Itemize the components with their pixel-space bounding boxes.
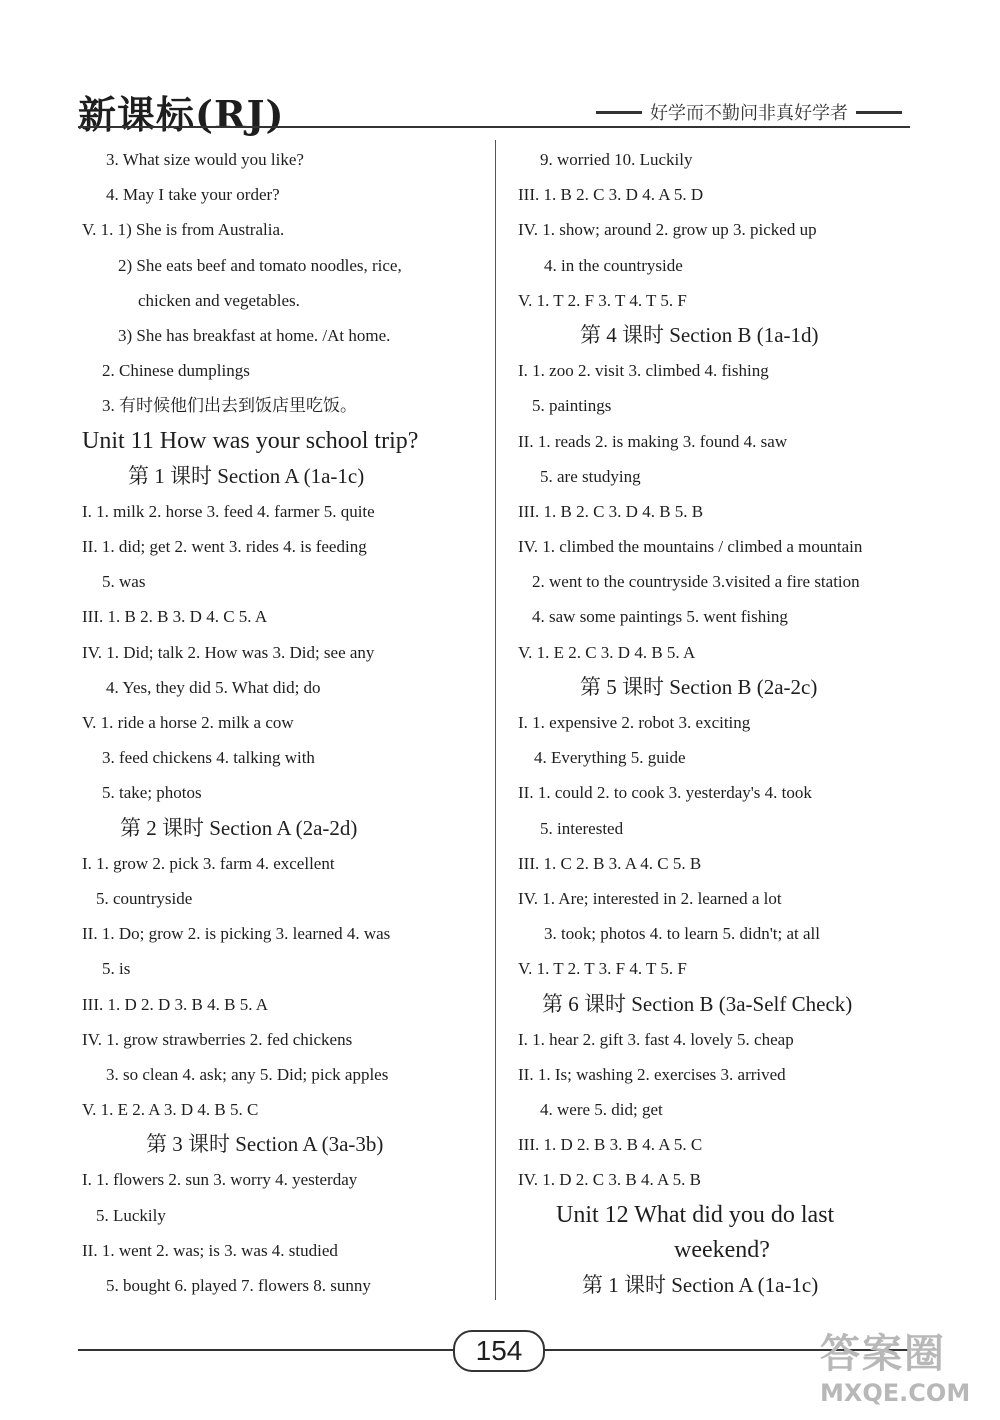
answer-line: 3. What size would you like? <box>106 150 304 169</box>
answer-line: IV. 1. show; around 2. grow up 3. picked up <box>518 220 817 240</box>
answer-line: II. 1. reads 2. is making 3. found 4. saw <box>518 431 788 451</box>
answer-line: I. 1. milk 2. horse 3. feed 4. farmer 5. quite <box>82 501 375 521</box>
answer-line: III. 1. D 2. D 3. B 4. B 5. A <box>82 994 269 1014</box>
answer-line: III. 1. B 2. C 3. D 4. A 5. D <box>518 185 704 205</box>
header-rule <box>78 126 910 128</box>
answer-line: V. 1. E 2. C 3. D 4. B 5. A <box>518 642 696 662</box>
answer-line: 2) She eats beef and tomato noodles, rice, <box>118 255 402 275</box>
lesson-heading: 第 4 课时 Section B (1a-1d) <box>580 322 819 347</box>
answer-line: III. 1. B 2. B 3. D 4. C 5. A <box>82 607 268 627</box>
answer-line: I. 1. hear 2. gift 3. fast 4. lovely 5. cheap <box>518 1029 794 1049</box>
answer-line: 5. are studying <box>540 466 641 486</box>
answer-line: 4. May I take your order? <box>106 185 280 205</box>
watermark-text-bottom: MXQE.COM <box>820 1379 971 1407</box>
answer-line: I. 1. zoo 2. visit 3. climbed 4. fishing <box>518 361 769 381</box>
right-column <box>518 142 918 1303</box>
motto-text: 好学而不勤问非真好学者 <box>650 103 848 124</box>
lesson-heading: 第 3 课时 Section A (3a-3b) <box>146 1132 384 1157</box>
answer-line: IV. 1. grow strawberries 2. fed chickens <box>82 1029 353 1049</box>
watermark-text-top: 答案圈 <box>820 1331 946 1377</box>
answer-line: III. 1. B 2. C 3. D 4. B 5. B <box>518 501 704 521</box>
answer-line: IV. 1. Are; interested in 2. learned a lot <box>518 888 782 908</box>
footer-rule-left <box>78 1349 454 1351</box>
answer-line: 2. went to the countryside 3.visited a fire station <box>532 572 860 592</box>
lesson-heading: 第 6 课时 Section B (3a-Self Check) <box>542 991 853 1016</box>
answer-line: IV. 1. Did; talk 2. How was 3. Did; see any <box>82 642 375 662</box>
answer-line: V. 1. E 2. A 3. D 4. B 5. C <box>82 1100 259 1120</box>
answer-line: 4. in the countryside <box>544 255 683 275</box>
lesson-heading: 第 1 课时 Section A (1a-1c) <box>582 1273 819 1297</box>
answer-line: II. 1. Is; washing 2. exercises 3. arrived <box>518 1064 786 1084</box>
unit-heading: Unit 11 How was your school trip? <box>82 427 419 454</box>
answer-line: V. 1. 1) She is from Australia. <box>82 220 285 240</box>
lesson-heading: 第 1 课时 Section A (1a-1c) <box>128 463 365 488</box>
unit-heading: weekend? <box>674 1236 770 1263</box>
unit-heading: Unit 12 What did you do last <box>556 1201 835 1228</box>
answer-line: IV. 1. D 2. C 3. B 4. A 5. B <box>518 1170 701 1190</box>
page-number: 154 <box>453 1330 545 1372</box>
answer-line: 4. Everything 5. guide <box>534 748 686 768</box>
answer-line: 5. was <box>102 572 146 592</box>
answer-line: 3. so clean 4. ask; any 5. Did; pick apples <box>106 1064 389 1084</box>
answer-line: IV. 1. climbed the mountains / climbed a mountain <box>518 537 863 557</box>
left-column <box>82 142 482 1303</box>
answer-line: chicken and vegetables. <box>138 290 300 310</box>
answer-line: 5. interested <box>540 818 624 838</box>
answer-line: 5. Luckily <box>96 1205 166 1225</box>
answer-line: 5. countryside <box>96 888 193 908</box>
answer-line: 5. is <box>102 959 131 979</box>
answer-line: 3. feed chickens 4. talking with <box>102 748 315 768</box>
lesson-heading: 第 2 课时 Section A (2a-2d) <box>120 815 358 840</box>
answer-line: 2. Chinese dumplings <box>102 361 250 381</box>
answer-line: 4. Yes, they did 5. What did; do <box>106 677 321 697</box>
answer-line: III. 1. C 2. B 3. A 4. C 5. B <box>518 853 702 873</box>
answer-line: 3) She has breakfast at home. /At home. <box>118 325 391 345</box>
answer-line: II. 1. could 2. to cook 3. yesterday's 4. took <box>518 783 812 803</box>
answer-line: II. 1. went 2. was; is 3. was 4. studied <box>82 1240 338 1260</box>
answer-line: II. 1. did; get 2. went 3. rides 4. is feeding <box>82 537 367 557</box>
answer-line: 5. paintings <box>532 396 612 416</box>
column-divider <box>495 140 496 1300</box>
answer-line: 3. took; photos 4. to learn 5. didn't; at all <box>544 924 820 944</box>
answer-line: 5. bought 6. played 7. flowers 8. sunny <box>106 1276 371 1295</box>
answer-line: 4. were 5. did; get <box>540 1100 663 1120</box>
header-motto <box>560 100 910 124</box>
answer-line: III. 1. D 2. B 3. B 4. A 5. C <box>518 1135 703 1155</box>
answer-line: 3. 有时候他们出去到饭店里吃饭。 <box>102 396 357 416</box>
answer-line: 5. take; photos <box>102 783 202 803</box>
answer-line: V. 1. T 2. F 3. T 4. T 5. F <box>518 290 687 310</box>
answer-line: I. 1. flowers 2. sun 3. worry 4. yesterday <box>82 1170 358 1190</box>
answer-line: I. 1. grow 2. pick 3. farm 4. excellent <box>82 853 335 873</box>
answer-line: 4. saw some paintings 5. went fishing <box>532 607 788 627</box>
answer-line: V. 1. T 2. T 3. F 4. T 5. F <box>518 959 687 979</box>
lesson-heading: 第 5 课时 Section B (2a-2c) <box>580 674 818 699</box>
answer-line: V. 1. ride a horse 2. milk a cow <box>82 713 294 732</box>
answer-line: 9. worried 10. Luckily <box>540 150 693 169</box>
watermark-logo <box>820 1330 1000 1420</box>
motto-dash-right <box>856 111 902 114</box>
motto-dash-left <box>596 111 642 114</box>
book-title: 新课标(RJ) <box>78 92 285 137</box>
answer-line: II. 1. Do; grow 2. is picking 3. learned 4. was <box>82 924 391 944</box>
answer-line: I. 1. expensive 2. robot 3. exciting <box>518 713 751 732</box>
